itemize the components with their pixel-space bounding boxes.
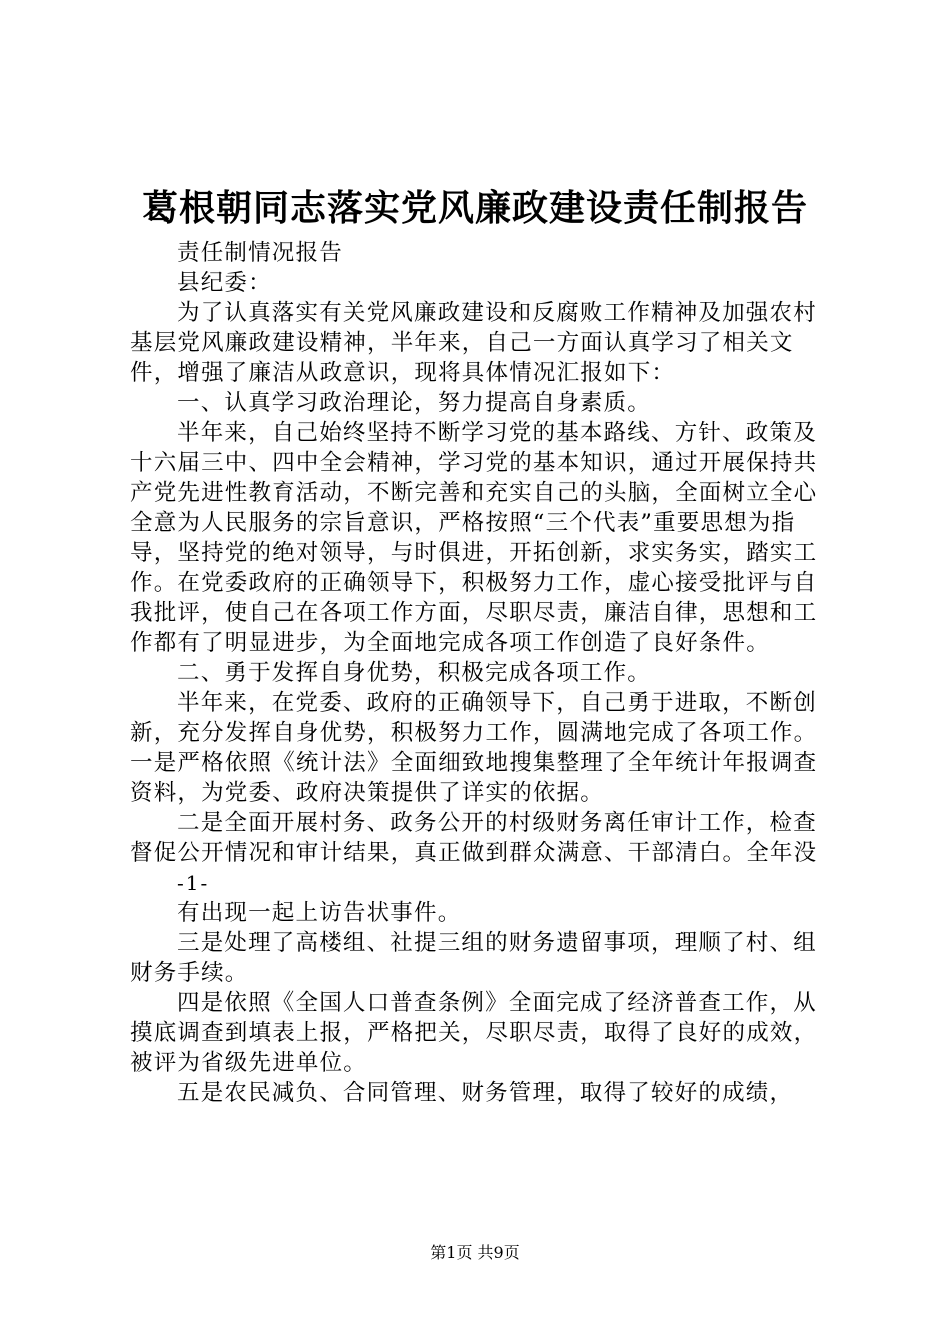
paragraph-addressee: 县纪委： xyxy=(177,270,272,296)
paragraph-item-2: 二是全面开展村务、政务公开的村级财务离任审计工作，检查督促公开情况和审计结果，真正做到群众满意、干部清白。全年没 xyxy=(130,810,818,866)
paragraph-item-4: 四是依照《全国人口普查条例》全面完成了经济普查工作，从摸底调查到填表上报，严格把关，尽职尽责，取得了良好的成效，被评为省级先进单位。 xyxy=(130,990,818,1076)
paragraph-item-3: 三是处理了高楼组、社提三组的财务遗留事项，理顺了村、组财务手续。 xyxy=(130,930,817,986)
paragraph-continuation: 有出现一起上访告状事件。 xyxy=(177,900,462,926)
inline-page-marker: -1- xyxy=(177,871,210,895)
document-title: 葛根朝同志落实党风廉政建设责任制报告 xyxy=(141,187,808,229)
paragraph-intro: 为了认真落实有关党风廉政建设和反腐败工作精神及加强农村基层党风廉政建设精神，半年来，自己一方面认真学习了相关文件，增强了廉洁从政意识，现将具体情况汇报如下： xyxy=(130,300,817,386)
document-body xyxy=(130,238,836,1108)
page-footer: 第1页 共9页 xyxy=(430,1243,520,1262)
paragraph-subtitle: 责任制情况报告 xyxy=(177,240,343,266)
paragraph-section-2: 半年来，在党委、政府的正确领导下，自己勇于进取，不断创新，充分发挥自身优势，积极努力工作，圆满地完成了各项工作。一是严格依照《统计法》全面细致地搜集整理了全年统计年报调查资料，为党委、政府决策提供了详实的依据。 xyxy=(130,690,818,806)
paragraph-item-5: 五是农民减负、合同管理、财务管理，取得了较好的成绩， xyxy=(177,1080,794,1106)
paragraph-section-1: 半年来，自己始终坚持不断学习党的基本路线、方针、政策及十六届三中、四中全会精神，学习党的基本知识，通过开展保持共产党先进性教育活动，不断完善和充实自己的头脑，全面树立全心全意为人民服务的宗旨意识，严格按照“三个代表”重要思想为指导，坚持党的绝对领导，与时俱进，开拓创新，求实务实，踏实工作。在党委政府的正确领导下，积极努力工作，虚心接受批评与自我批评，使自己在各项工作方面，尽职尽责，廉洁自律，思想和工作都有了明显进步，为全面地完成各项工作创造了良好条件。 xyxy=(130,420,818,656)
section-heading-1: 一、认真学习政治理论，努力提高自身素质。 xyxy=(177,390,652,416)
section-heading-2: 二、勇于发挥自身优势，积极完成各项工作。 xyxy=(177,660,652,686)
